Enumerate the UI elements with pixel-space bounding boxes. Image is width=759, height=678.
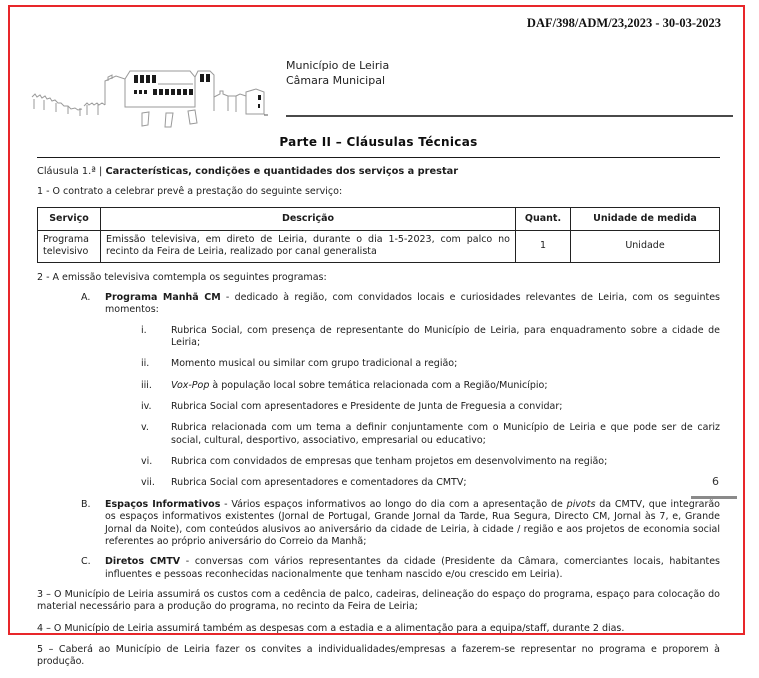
paragraph-5: 5 – Caberá ao Município de Leiria fazer os convites a individualidades/empresas a fazerem-se representar no programa e proporem à produção. — [37, 643, 720, 668]
document-reference: DAF/398/ADM/23,2023 - 30-03-2023 — [526, 16, 721, 30]
list-text: Diretos CMTV - conversas com vários representantes da cidade (Presidente da Câmara, comerciantes locais, habitantes influentes e pessoas reconhecidas nacionalmente que tenham nascido e/ou crescido em Leiria). — [105, 556, 720, 580]
list-label: iv. — [141, 401, 152, 413]
list-label: C. — [81, 556, 91, 568]
part-title: Parte II – Cláusulas Técnicas — [279, 135, 478, 149]
table-row — [38, 231, 720, 263]
list-label: v. — [141, 422, 149, 434]
list-text: Rubrica relacionada com um tema a definir conjuntamente com o Município de Leiria e que pode ser de cariz social, cultural, desportivo, associativo, empresarial ou educativo; — [171, 422, 720, 446]
list-text: Rubrica Social com apresentadores e Presidente de Junta de Freguesia a convidar; — [171, 401, 563, 413]
list-item-program-b — [37, 499, 720, 548]
paragraph-3: 3 – O Município de Leiria assumirá os custos com a cedência de palco, cadeiras, delineação do espaço do programa, espaço para colocação do material necessário para a produção do programa, no recinto da Feira de Leiria; — [37, 588, 720, 613]
clause-number: Cláusula 1.ª — [37, 165, 96, 177]
list-item-moment-i — [37, 325, 720, 350]
service-table — [37, 207, 720, 263]
list-item-program-c — [37, 556, 720, 581]
organization-subtitle: Câmara Municipal — [286, 73, 386, 87]
list-label: ii. — [141, 358, 150, 370]
col-header-unidade: Unidade de medida — [571, 207, 720, 230]
leiria-castle-logo-icon — [30, 59, 268, 131]
list-label: vii. — [141, 477, 155, 489]
list-text: Programa Manhã CM - dedicado à região, com convidados locais e curiosidades relevantes de Leiria, com os seguintes momentos: — [105, 292, 720, 316]
list-text: Espaços Informativos - Vários espaços informativos ao longo do dia com a apresentação de pivots da CMTV, que integrarão os espaços informativos existentes (Jornal de Portugal, Grande Jornal da Tarde, Rua Segura, Directo CM, Jornal às 7, e, Grande Jornal da Noite), com conteúdos alusivos ao aniversário da cidade de Leiria, à cidade / região e aos projetos de economia social referentes ao próprio aniversário do Correio da Manhã; — [105, 498, 720, 547]
clause-heading — [37, 166, 720, 179]
list-item-moment-iii — [37, 380, 720, 392]
col-header-servico: Serviço — [38, 207, 101, 230]
list-label: A. — [81, 292, 91, 304]
paragraph-2: 2 - A emissão televisiva comtempla os seguintes programas: — [37, 271, 327, 283]
header-divider — [286, 115, 733, 117]
list-text: Rubrica com convidados de empresas que tenham projetos em desenvolvimento na região; — [171, 456, 608, 468]
cell-servico: Programa televisivo — [38, 231, 101, 263]
list-text: Vox-Pop à população local sobre temática relacionada com a Região/Município; — [171, 379, 548, 391]
title-divider — [37, 157, 720, 158]
list-label: iii. — [141, 379, 152, 391]
list-item-moment-vii — [37, 477, 720, 489]
organization-name: Município de Leiria — [286, 59, 390, 72]
list-label: B. — [81, 498, 91, 510]
cell-unidade: Unidade — [571, 231, 720, 263]
col-header-descricao: Descrição — [101, 207, 516, 230]
paragraph-1: 1 - O contrato a celebrar prevê a prestação do seguinte serviço: — [37, 186, 343, 198]
page-number: 6 — [712, 475, 719, 488]
paragraph-4: 4 – O Município de Leiria assumirá também as despesas com a estadia e a alimentação para a equipa/staff, durante 2 dias. — [37, 622, 625, 634]
list-item-moment-ii — [37, 358, 720, 370]
document-page — [8, 5, 745, 668]
list-item-moment-iv — [37, 401, 720, 413]
organization-block — [286, 59, 731, 89]
cell-descricao: Emissão televisiva, em direto de Leiria, durante o dia 1-5-2023, com palco no recinto da Feira de Leiria, realizado por canal generalista — [101, 231, 516, 263]
list-label: i. — [141, 324, 147, 336]
page-number-divider — [691, 496, 737, 499]
clause-separator: | — [99, 165, 103, 177]
list-label: vi. — [141, 456, 153, 468]
cell-quant: 1 — [516, 231, 571, 263]
col-header-quant: Quant. — [516, 207, 571, 230]
list-text: Rubrica Social, com presença de representante do Município de Leiria, para enquadramento sobre a cidade de Leiria; — [171, 324, 720, 349]
list-item-moment-v — [37, 422, 720, 447]
table-header-row — [38, 207, 720, 230]
document-body — [37, 135, 720, 678]
clause-title: Características, condições e quantidades dos serviços a prestar — [105, 165, 459, 177]
list-item-program-a — [37, 292, 720, 317]
list-item-moment-vi — [37, 456, 720, 468]
list-text: Momento musical ou similar com grupo tradicional a região; — [171, 358, 458, 370]
list-text: Rubrica Social com apresentadores e comentadores da CMTV; — [171, 477, 467, 489]
